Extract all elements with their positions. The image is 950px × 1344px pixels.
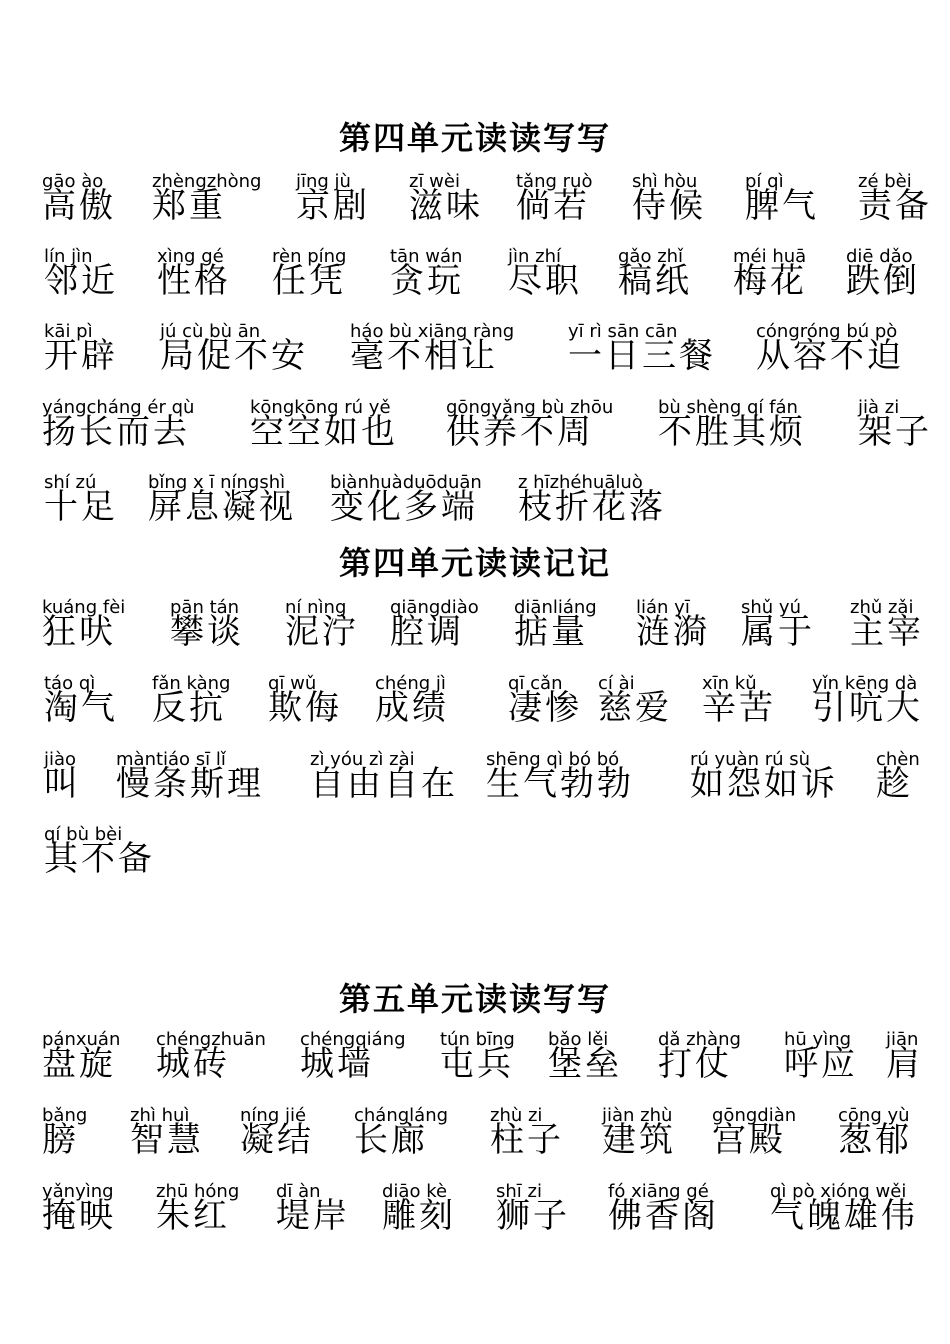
pinyin: chéng jì [375,673,446,694]
hanzi: 京剧 [296,186,370,226]
hanzi: 肩 [886,1044,923,1084]
hanzi: 屯兵 [440,1044,514,1084]
hanzi: 跌倒 [846,261,920,301]
pinyin: méi huā [733,246,807,267]
vocab-row [0,1030,950,1102]
hanzi: 城砖 [156,1044,230,1084]
pinyin: kāi pì [44,321,93,342]
hanzi: 凄惨 [508,688,582,728]
pinyin: diānliáng [514,597,597,618]
pinyin: bǐng x ī níngshì [148,472,286,493]
pinyin: jiān [886,1029,919,1050]
hanzi: 趁 [876,764,913,804]
pinyin: zhǔ zǎi [850,597,914,618]
hanzi: 慈爱 [598,688,672,728]
hanzi: 狮子 [496,1196,570,1236]
pinyin: ní nìng [285,597,347,618]
hanzi: 供养不周 [446,412,594,452]
pinyin: jīng jù [296,171,351,192]
pinyin: gāo ào [42,171,104,192]
vocab-row [0,674,950,746]
pinyin: yǎnyìng [42,1181,114,1202]
pinyin: shēng qì bó bó [486,749,620,770]
hanzi: 倘若 [516,186,590,226]
pinyin: zì yóu zì zài [310,749,415,770]
hanzi: 高傲 [42,186,116,226]
pinyin: kōngkōng rú yě [250,397,391,418]
vocab-row [0,247,950,319]
pinyin: shì hòu [632,171,698,192]
pinyin: xìng gé [157,246,224,267]
hanzi: 慢条斯理 [116,764,264,804]
pinyin: hū yìng [784,1029,852,1050]
hanzi: 屏息凝视 [148,487,296,527]
pinyin: chéngqiáng [300,1029,406,1050]
hanzi: 扬长而去 [42,412,190,452]
pinyin: chángláng [354,1105,449,1126]
pinyin: chéngzhuān [156,1029,266,1050]
vocab-row [0,825,950,897]
pinyin: shī zi [496,1181,542,1202]
pinyin: shí zú [44,472,97,493]
hanzi: 侍候 [632,186,706,226]
pinyin: gǎo zhǐ [618,246,684,267]
pinyin: dī àn [276,1181,321,1202]
pinyin: jià zi [858,397,900,418]
hanzi: 毫不相让 [350,336,498,376]
hanzi: 狂吠 [42,612,116,652]
hanzi: 邻近 [44,261,118,301]
hanzi: 责备 [858,186,932,226]
hanzi: 一日三餐 [568,336,716,376]
section-title: 第五单元读读写写 [338,980,611,1018]
hanzi: 滋味 [409,186,483,226]
hanzi: 掂量 [514,612,588,652]
hanzi: 反抗 [152,688,226,728]
pinyin: diē dǎo [846,246,913,267]
pinyin: jìn zhí [508,246,561,267]
pinyin: yī rì sān cān [568,321,678,342]
vocab-row [0,473,950,545]
hanzi: 成绩 [375,688,449,728]
pinyin: kuáng fèi [42,597,126,618]
pinyin: pánxuán [42,1029,121,1050]
hanzi: 任凭 [272,261,346,301]
pinyin: zhèngzhòng [152,171,262,192]
pinyin: jú cù bù ān [160,321,261,342]
pinyin: rèn píng [272,246,347,267]
hanzi: 长廊 [354,1120,428,1160]
hanzi: 涟漪 [636,612,710,652]
pinyin: qiāngdiào [390,597,479,618]
hanzi: 腔调 [390,612,464,652]
pinyin: zhū hóng [156,1181,240,1202]
pinyin: pān tán [170,597,240,618]
hanzi: 属于 [741,612,815,652]
hanzi: 叫 [44,764,81,804]
hanzi: 性格 [157,261,231,301]
pinyin: fǎn kàng [152,673,231,694]
pinyin: qī cǎn [508,673,563,694]
hanzi: 堤岸 [276,1196,350,1236]
hanzi: 贪玩 [390,261,464,301]
hanzi: 盘旋 [42,1044,116,1084]
pinyin: diāo kè [382,1181,448,1202]
pinyin: rú yuàn rú sù [690,749,811,770]
hanzi: 郑重 [152,186,226,226]
pinyin: zhù zi [490,1105,543,1126]
hanzi: 气魄雄伟 [770,1196,918,1236]
pinyin: jiàn zhù [602,1105,673,1126]
hanzi: 自由自在 [310,764,458,804]
pinyin: fó xiāng gé [608,1181,709,1202]
hanzi: 辛苦 [702,688,776,728]
hanzi: 架子 [858,412,932,452]
pinyin: cōng yù [838,1105,910,1126]
vocab-row [0,398,950,470]
pinyin: táo qì [44,673,96,694]
pinyin: bǎng [42,1105,88,1126]
pinyin: shǔ yú [741,597,801,618]
section-title: 第四单元读读记记 [338,544,611,582]
hanzi: 变化多端 [330,487,478,527]
vocab-row [0,598,950,670]
vocab-row [0,1182,950,1254]
hanzi: 脾气 [745,186,819,226]
hanzi: 掩映 [42,1196,116,1236]
pinyin: háo bù xiāng ràng [350,321,515,342]
pinyin: gōngdiàn [712,1105,797,1126]
pinyin: cóngróng bú pò [756,321,898,342]
hanzi: 其不备 [44,839,155,879]
pinyin: bǎo lěi [548,1029,609,1050]
pinyin: z hīzhéhuāluò [518,472,643,493]
hanzi: 堡垒 [548,1044,622,1084]
pinyin: yángcháng ér qù [42,397,195,418]
vocab-row [0,172,950,244]
vocab-row [0,750,950,822]
hanzi: 稿纸 [618,261,692,301]
hanzi: 呼应 [784,1044,858,1084]
hanzi: 十足 [44,487,118,527]
hanzi: 打仗 [658,1044,732,1084]
hanzi: 淘气 [44,688,118,728]
hanzi: 从容不迫 [756,336,904,376]
hanzi: 柱子 [490,1120,564,1160]
hanzi: 攀谈 [170,612,244,652]
pinyin: qí bù bèi [44,824,123,845]
hanzi: 局促不安 [160,336,308,376]
section-title: 第四单元读读写写 [338,119,611,157]
pinyin: gōngyǎng bù zhōu [446,397,614,418]
hanzi: 尽职 [508,261,582,301]
pinyin: jiào [44,749,77,770]
hanzi: 建筑 [602,1120,676,1160]
hanzi: 空空如也 [250,412,398,452]
pinyin: tún bīng [440,1029,515,1050]
pinyin: qì pò xióng wěi [770,1181,907,1202]
pinyin: xīn kǔ [702,673,757,694]
pinyin: níng jié [240,1105,307,1126]
hanzi: 开辟 [44,336,118,376]
hanzi: 佛香阁 [608,1196,719,1236]
pinyin: yǐn kēng dà [812,673,918,694]
pinyin: qī wǔ [268,673,317,694]
pinyin: zī wèi [409,171,460,192]
hanzi: 欺侮 [268,688,342,728]
hanzi: 宫殿 [712,1120,786,1160]
hanzi: 生气勃勃 [486,764,634,804]
vocab-row [0,1106,950,1178]
hanzi: 主宰 [850,612,924,652]
hanzi: 凝结 [240,1120,314,1160]
hanzi: 泥泞 [285,612,359,652]
hanzi: 如怨如诉 [690,764,838,804]
hanzi: 枝折花落 [518,487,666,527]
pinyin: zé bèi [858,171,912,192]
pinyin: dǎ zhàng [658,1029,741,1050]
pinyin: cí ài [598,673,635,694]
hanzi: 智慧 [130,1120,204,1160]
hanzi: 引吭大 [812,688,923,728]
pinyin: bù shèng qí fán [658,397,798,418]
hanzi: 朱红 [156,1196,230,1236]
pinyin: chèn [876,749,920,770]
pinyin: biànhuàduōduān [330,472,482,493]
pinyin: tǎng ruò [516,171,593,192]
pinyin: zhì huì [130,1105,190,1126]
pinyin: pí qì [745,171,784,192]
hanzi: 雕刻 [382,1196,456,1236]
hanzi: 梅花 [733,261,807,301]
pinyin: lián yī [636,597,690,618]
hanzi: 不胜其烦 [658,412,806,452]
hanzi: 葱郁 [838,1120,912,1160]
pinyin: lín jìn [44,246,93,267]
hanzi: 膀 [42,1120,79,1160]
pinyin: màntiáo sī lǐ [116,749,226,770]
vocab-row [0,322,950,394]
pinyin: tān wán [390,246,463,267]
hanzi: 城墙 [300,1044,374,1084]
